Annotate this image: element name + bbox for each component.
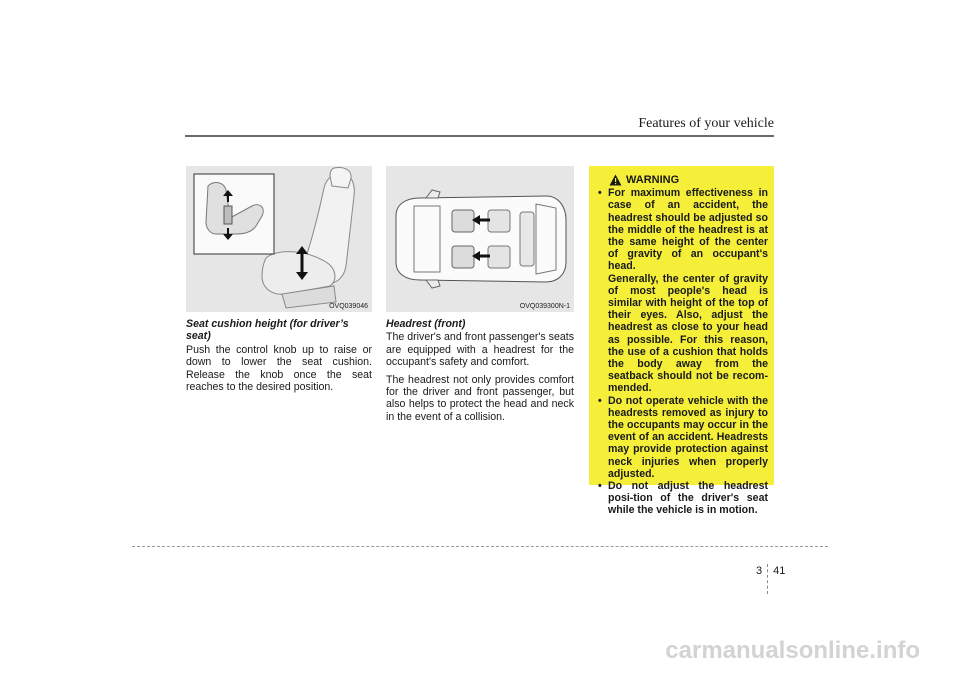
seat-cushion-section (186, 318, 372, 398)
page-number (756, 556, 785, 586)
warning-list (597, 395, 768, 517)
warning-item: • Do not operate vehicle with the headrests removed as injury to the occupants may occur in the event of an accident. Headrests may provide protection against neck injuries when properly adjusted. (597, 395, 768, 480)
footer-rule (132, 546, 828, 547)
warning-title: WARNING (626, 174, 680, 186)
header-rule (185, 135, 774, 137)
warning-triangle-icon (609, 174, 622, 186)
section-body: Push the control knob up to raise or down to lower the seat cushion. Release the knob once the seat reaches to the desired position. (186, 343, 372, 394)
warning-header (609, 174, 768, 186)
section-paragraph: The headrest not only provides comfort for the driver and front passenger, but also helps to protect the head and neck in the event of a collision. (386, 373, 574, 423)
page-number-separator (767, 564, 768, 594)
warning-box (589, 166, 774, 517)
vehicle-topview-illustration (386, 166, 574, 312)
section-heading: Seat cushion height (for driver’s seat) (186, 318, 349, 343)
warning-item-continuation: Generally, the center of gravity of most people's head is similar with height of the top of their eyes. Also, adjust the headrest as close to your head as possible. For this reason, the use of a cushion that holds the body away from the seatback should not be recom-mended. (608, 272, 768, 395)
warning-list (597, 187, 768, 272)
watermark: carmanualsonline.info (665, 637, 920, 664)
figure-code: OVQ039300N-1 (519, 303, 570, 310)
headrest-figure (386, 166, 574, 312)
section-heading: Headrest (front) (386, 318, 466, 330)
section-number: 3 (756, 565, 763, 577)
seat-illustration (186, 166, 372, 312)
headrest-section (386, 318, 574, 428)
page-number-value: 41 (773, 565, 786, 577)
section-paragraph: The driver's and front passenger's seats are equipped with a headrest for the occupant's safety and comfort. (386, 331, 574, 369)
figure-code: OVQ039046 (329, 303, 368, 310)
page-header-title: Features of your vehicle (638, 116, 774, 131)
seat-cushion-figure (186, 166, 372, 312)
warning-item: • For maximum effectiveness in case of an accident, the headrest should be adjusted so the middle of the headrest is at the same height of the center of gravity of an occupant's head. (597, 187, 768, 272)
warning-item: • Do not adjust the headrest posi-tion of the driver's seat while the vehicle is in motion. (597, 480, 768, 517)
